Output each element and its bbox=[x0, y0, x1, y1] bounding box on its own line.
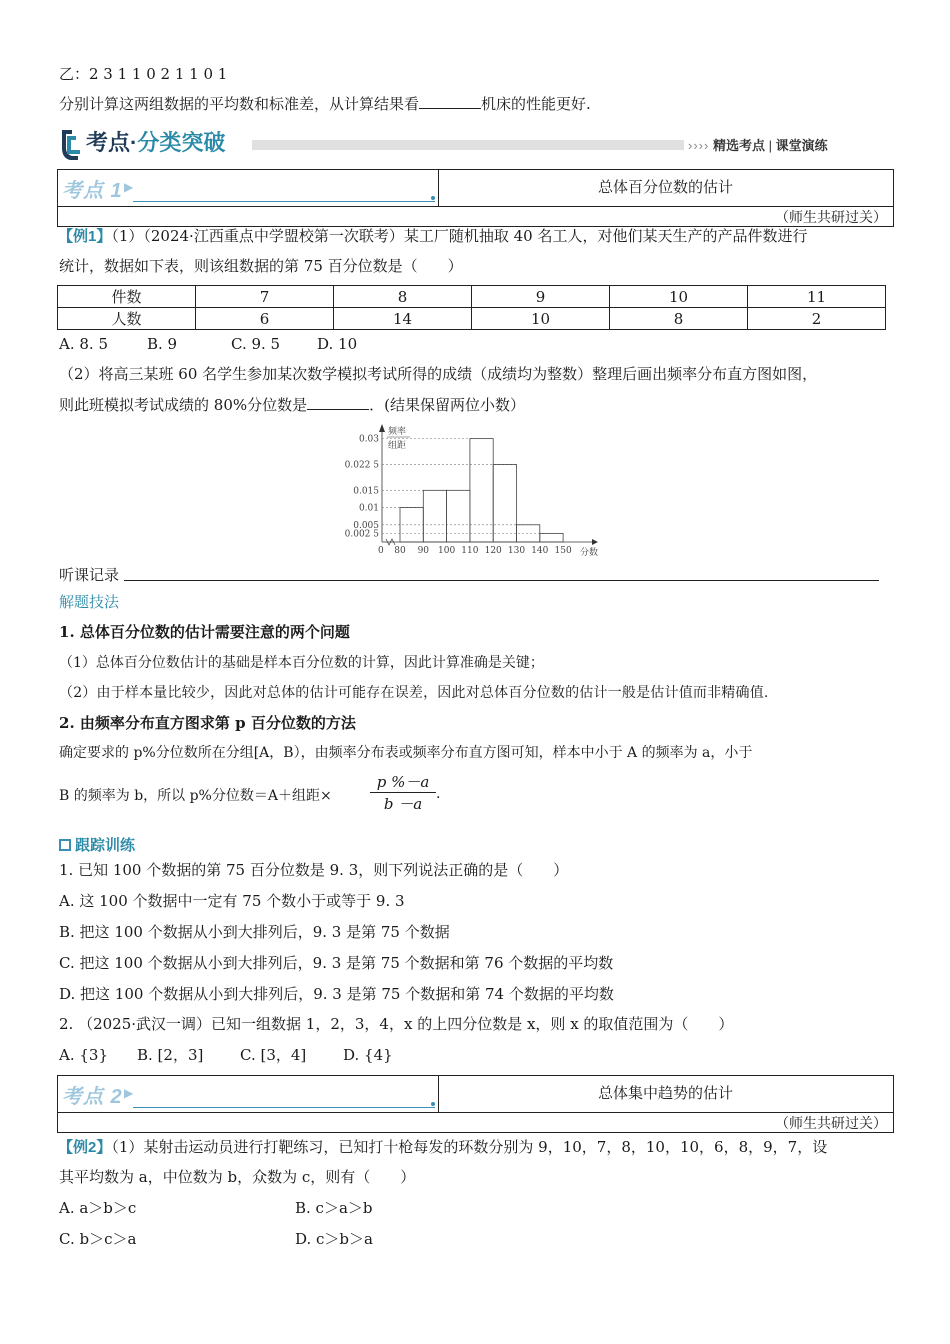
banner-title: 考点·分类突破 bbox=[86, 130, 226, 155]
ex2-option-d: D. c＞b＞a bbox=[295, 1230, 373, 1248]
kaodian1-title: 总体百分位数的估计 bbox=[597, 179, 733, 196]
ex1-part2-line1: （2）将高三某班 60 名学生参加某次数学模拟考试所得的成绩（成绩均为整数）整理后画出频率分布直方图如图， bbox=[59, 365, 818, 383]
origin-label: 0 bbox=[378, 546, 384, 556]
y-tick-label: 0.015 bbox=[353, 486, 379, 497]
table-row: 件数 7 8 9 10 11 bbox=[58, 286, 886, 308]
x-tick-label: 100 bbox=[438, 546, 456, 556]
banner-emblem bbox=[58, 128, 88, 162]
training-q1: 1. 已知 100 个数据的第 75 百分位数是 9. 3，则下列说法正确的是（ ） bbox=[59, 861, 569, 879]
x-tick-label: 120 bbox=[484, 546, 502, 556]
ex1-part2-line2: 则此班模拟考试成绩的 80%分位数是 ．(结果保留两位小数） bbox=[59, 396, 525, 414]
x-tick-label: 150 bbox=[554, 546, 572, 556]
x-tick-label: 80 bbox=[394, 546, 406, 556]
kaodian2-note: （师生共研过关） bbox=[775, 1116, 887, 1132]
kaodian1-arrow-icon: ▶ bbox=[124, 180, 134, 194]
method-heading: 解题技法 bbox=[59, 594, 120, 611]
ex2-tag: 【例2】 bbox=[58, 1139, 112, 1156]
method-p2-line2: B 的频率为 b，所以 p%分位数＝A＋组距× bbox=[59, 788, 332, 804]
y-tick-label: 0.03 bbox=[358, 434, 379, 445]
banner-bracket-icon bbox=[58, 128, 88, 162]
y-axis-arrow-icon bbox=[379, 424, 385, 432]
ex1-line2: 统计，数据如下表，则该组数据的第 75 百分位数是（ ） bbox=[59, 257, 463, 275]
histogram-bar bbox=[493, 464, 516, 542]
banner-right: ›››› 精选考点 | 课堂演练 bbox=[688, 138, 828, 153]
ex2-option-a: A. a＞b＞c bbox=[59, 1199, 137, 1217]
kaodian1-note: （师生共研过关） bbox=[775, 210, 887, 226]
training-q1-option-d: D. 把这 100 个数据从小到大排列后，9. 3 是第 75 个数据和第 74 个数据的平均数 bbox=[59, 985, 614, 1003]
training-q2: 2. （2025·武汉一调）已知一组数据 1，2，3，4，x 的上四分位数是 x，则 x 的取值范围为（ ） bbox=[59, 1015, 734, 1033]
answer-blank bbox=[307, 395, 369, 410]
method-p2-line1: 确定要求的 p%分位数所在分组[A，B），由频率分布表或频率分布直方图可知，样本中小于 A 的频率为 a，小于 bbox=[59, 745, 753, 761]
histogram-bar bbox=[447, 490, 470, 542]
fraction-numerator: p %－a bbox=[376, 773, 430, 791]
square-icon bbox=[59, 839, 71, 851]
histogram-gridlines bbox=[382, 439, 563, 534]
fraction bbox=[370, 772, 436, 815]
training-heading: 跟踪训练 bbox=[59, 836, 135, 856]
x-axis-label: 分数 bbox=[580, 548, 599, 558]
x-tick-label: 90 bbox=[417, 546, 430, 556]
method-p2-end: . bbox=[436, 786, 441, 802]
y-tick-label: 0.005 bbox=[353, 520, 379, 531]
y-axis-label-top: 频率 bbox=[388, 427, 407, 437]
kaodian2-arrow-icon: ▶ bbox=[124, 1086, 134, 1100]
histogram-chart bbox=[330, 420, 620, 562]
x-tick-label: 140 bbox=[531, 546, 549, 556]
kaodian1-header bbox=[57, 169, 894, 207]
method-p2-title: 2. 由频率分布直方图求第 p 百分位数的方法 bbox=[59, 714, 356, 732]
ex1-table bbox=[57, 285, 886, 330]
histogram-bar bbox=[540, 533, 563, 542]
ex1-line1: 【例1】（1）（2024·江西重点中学盟校第一次联考）某工厂随机抽取 40 名工人，对他们某天生产的产品件数进行 bbox=[58, 227, 808, 245]
ex2-option-b: B. c＞a＞b bbox=[295, 1199, 373, 1217]
training-q1-option-a: A. 这 100 个数据中一定有 75 个数小于或等于 9. 3 bbox=[59, 892, 405, 910]
banner-bar bbox=[252, 140, 684, 150]
record-underline bbox=[124, 580, 879, 581]
ex2-line1: 【例2】（1）某射击运动员进行打靶练习，已知打十枪每发的环数分别为 9，10，7，8，10，10，6，8，9，7，设 bbox=[58, 1138, 828, 1156]
kaodian1-note-row bbox=[57, 206, 894, 227]
x-tick-label: 110 bbox=[461, 546, 479, 556]
ex1-options: A. 8. 5 B. 9 C. 9. 5 D. 10 bbox=[59, 335, 358, 353]
intro-question: 分别计算这两组数据的平均数和标准差，从计算结果看 机床的性能更好. bbox=[59, 95, 591, 113]
histogram-bar bbox=[423, 490, 446, 542]
histogram-bars bbox=[400, 439, 563, 542]
x-axis-arrow-icon bbox=[592, 539, 598, 545]
method-p1-title: 1. 总体百分位数的估计需要注意的两个问题 bbox=[59, 623, 350, 641]
y-tick-label: 0.022 5 bbox=[344, 460, 379, 471]
kaodian2-title: 总体集中趋势的估计 bbox=[597, 1085, 733, 1102]
record-line bbox=[59, 565, 119, 585]
y-tick-label: 0.002 5 bbox=[344, 529, 379, 540]
training-q2-options: A. {3} B. [2，3] C. [3，4] D. {4} bbox=[59, 1046, 393, 1064]
method-p1-line1: （1）总体百分位数估计的基础是样本百分位数的计算，因此计算准确是关键； bbox=[59, 655, 544, 671]
kaodian2-note-row bbox=[57, 1112, 894, 1133]
yi-data-line: 乙：2 3 1 1 0 2 1 1 0 1 bbox=[59, 65, 228, 83]
table-row: 人数 6 14 10 8 2 bbox=[58, 308, 886, 330]
kaodian2-header bbox=[57, 1075, 894, 1113]
fraction-denominator: b －a bbox=[383, 795, 423, 813]
ex2-line2: 其平均数为 a，中位数为 b，众数为 c，则有（ ） bbox=[59, 1168, 416, 1186]
training-q1-option-c: C. 把这 100 个数据从小到大排列后，9. 3 是第 75 个数据和第 76 个数据的平均数 bbox=[59, 954, 614, 972]
training-q1-option-b: B. 把这 100 个数据从小到大排列后，9. 3 是第 75 个数据 bbox=[59, 923, 450, 941]
ex1-tag: 【例1】 bbox=[58, 228, 112, 245]
kaodian1-label: 考点 1 bbox=[62, 180, 123, 202]
ex2-option-c: C. b＞c＞a bbox=[59, 1230, 137, 1248]
kaodian2-label: 考点 2 bbox=[62, 1086, 123, 1108]
y-tick-label: 0.01 bbox=[358, 503, 379, 514]
histogram-labels bbox=[345, 425, 598, 558]
axis-break-icon bbox=[386, 539, 395, 545]
y-axis-label-bottom: 组距 bbox=[388, 441, 407, 451]
histogram-bar bbox=[470, 439, 493, 542]
answer-blank bbox=[419, 94, 481, 109]
method-p1-line2: （2）由于样本量比较少，因此对总体的估计可能存在误差，因此对总体百分位数的估计一般是估计值而非精确值. bbox=[59, 685, 769, 701]
histogram-axes bbox=[379, 424, 598, 545]
record-label: 听课记录 bbox=[59, 566, 120, 584]
x-tick-label: 130 bbox=[507, 546, 526, 556]
